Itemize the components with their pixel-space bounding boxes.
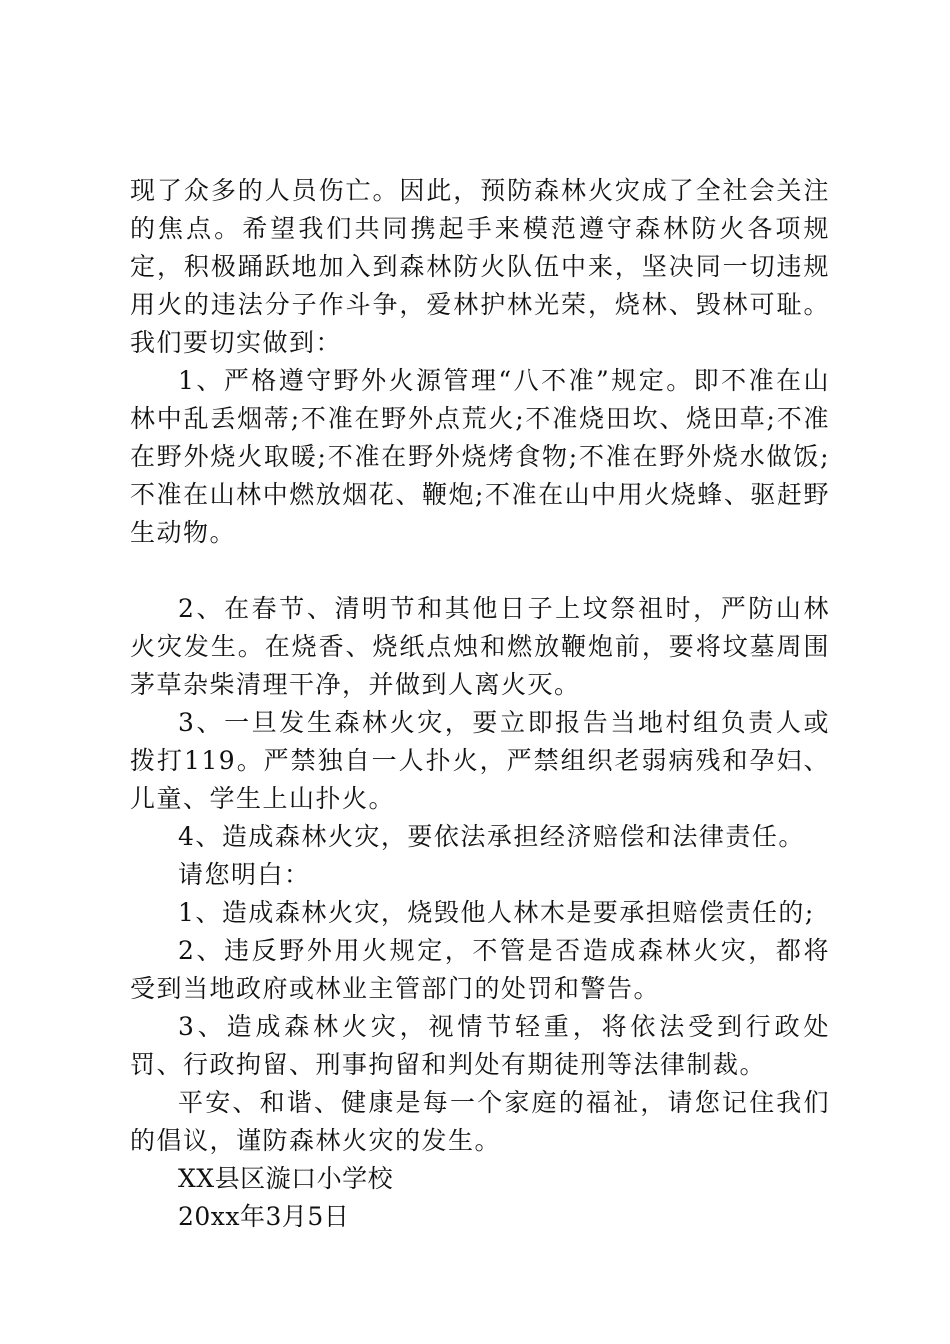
paragraph-rule-2: 2、在春节、清明节和其他日子上坟祭祖时，严防山林火灾发生。在烧香、烧纸点烛和燃放鞭炮前，要将坟墓周围茅草杂柴清理干净，并做到人离火灭。: [130, 594, 830, 699]
paragraph-rule-4: 4、造成森林火灾，要依法承担经济赔偿和法律责任。: [178, 822, 805, 851]
paragraph-notice-1: 1、造成森林火灾，烧毁他人林木是要承担赔偿责任的;: [178, 898, 815, 927]
paragraph-rule-3: 3、一旦发生森林火灾，要立即报告当地村组负责人或拨打119。严禁独自一人扑火，严禁组织老弱病残和孕妇、儿童、学生上山扑火。: [130, 708, 830, 813]
paragraph-rule-1: 1、严格遵守野外火源管理“八不准”规定。即不准在山林中乱丢烟蒂;不准在野外点荒火;不准烧田坎、烧田草;不准在野外烧火取暖;不准在野外烧烤食物;不准在野外烧水做饭;不准在山林中燃放烟花、鞭炮;不准在山中用火烧蜂、驱赶野生动物。: [130, 366, 830, 547]
paragraph-closing: 平安、和谐、健康是每一个家庭的福祉，请您记住我们的倡议，谨防森林火灾的发生。: [130, 1088, 830, 1155]
paragraph-notice-2: 2、违反野外用火规定，不管是否造成森林火灾，都将受到当地政府或林业主管部门的处罚和警告。: [130, 936, 830, 1003]
document-body: [130, 172, 830, 1236]
signature-date: 20xx年3月5日: [178, 1202, 350, 1231]
paragraph-intro: 现了众多的人员伤亡。因此，预防森林火灾成了全社会关注的焦点。希望我们共同携起手来模范遵守森林防火各项规定，积极踊跃地加入到森林防火队伍中来，坚决同一切违规用火的违法分子作斗争，爱林护林光荣，烧林、毁林可耻。我们要切实做到：: [130, 176, 830, 357]
paragraph-notice-heading: 请您明白：: [178, 860, 311, 889]
paragraph-notice-3: 3、造成森林火灾，视情节轻重，将依法受到行政处罚、行政拘留、刑事拘留和判处有期徒刑等法律制裁。: [130, 1012, 830, 1079]
signature-organization: XX县区漩口小学校: [178, 1164, 394, 1193]
